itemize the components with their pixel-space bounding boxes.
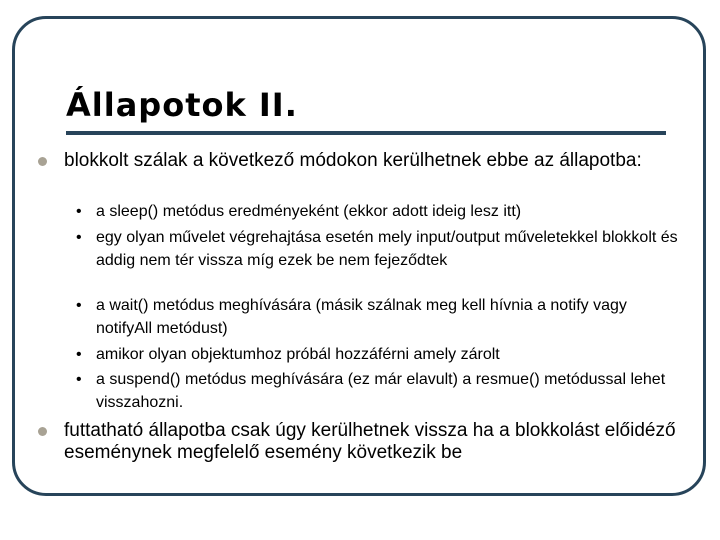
sub-bullet-dot-icon: •: [76, 229, 82, 246]
bullet-item: [64, 150, 694, 172]
sub-bullet-item: [76, 227, 686, 272]
sub-bullet-text: a wait() metódus meghívására (másik szálnak meg kell hívnia a notify vagy notifyAll metódust): [96, 297, 627, 337]
sub-bullet-item: [76, 295, 686, 340]
sub-bullet-item: [76, 201, 686, 224]
bullet-dot-icon: [38, 427, 47, 436]
sub-bullet-dot-icon: •: [76, 371, 82, 388]
bullet-item: [64, 420, 694, 464]
sub-bullet-item: [76, 369, 686, 414]
slide-title: Állapotok II.: [66, 86, 298, 124]
sub-bullet-dot-icon: •: [76, 346, 82, 363]
sub-bullet-text: a suspend() metódus meghívására (ez már elavult) a resmue() metódussal lehet visszahozni.: [96, 371, 666, 411]
sub-bullet-dot-icon: •: [76, 203, 82, 220]
sub-bullet-text: amikor olyan objektumhoz próbál hozzáférni amely zárolt: [96, 346, 500, 363]
sub-bullet-text: egy olyan művelet végrehajtása esetén mely input/output műveletekkel blokkolt és addig nem tér vissza míg ezek be nem fejeződtek: [96, 229, 678, 269]
bullet-text: blokkolt szálak a következő módokon kerülhetnek ebbe az állapotba:: [64, 150, 642, 171]
bullet-dot-icon: [38, 157, 47, 166]
sub-bullet-item: [76, 344, 686, 367]
sub-bullet-dot-icon: •: [76, 297, 82, 314]
bullet-text: futtatható állapotba csak úgy kerülhetnek vissza ha a blokkolást előidéző eseménynek megfelelő esemény következik be: [64, 420, 676, 463]
sub-bullet-text: a sleep() metódus eredményeként (ekkor adott ideig lesz itt): [96, 203, 522, 220]
